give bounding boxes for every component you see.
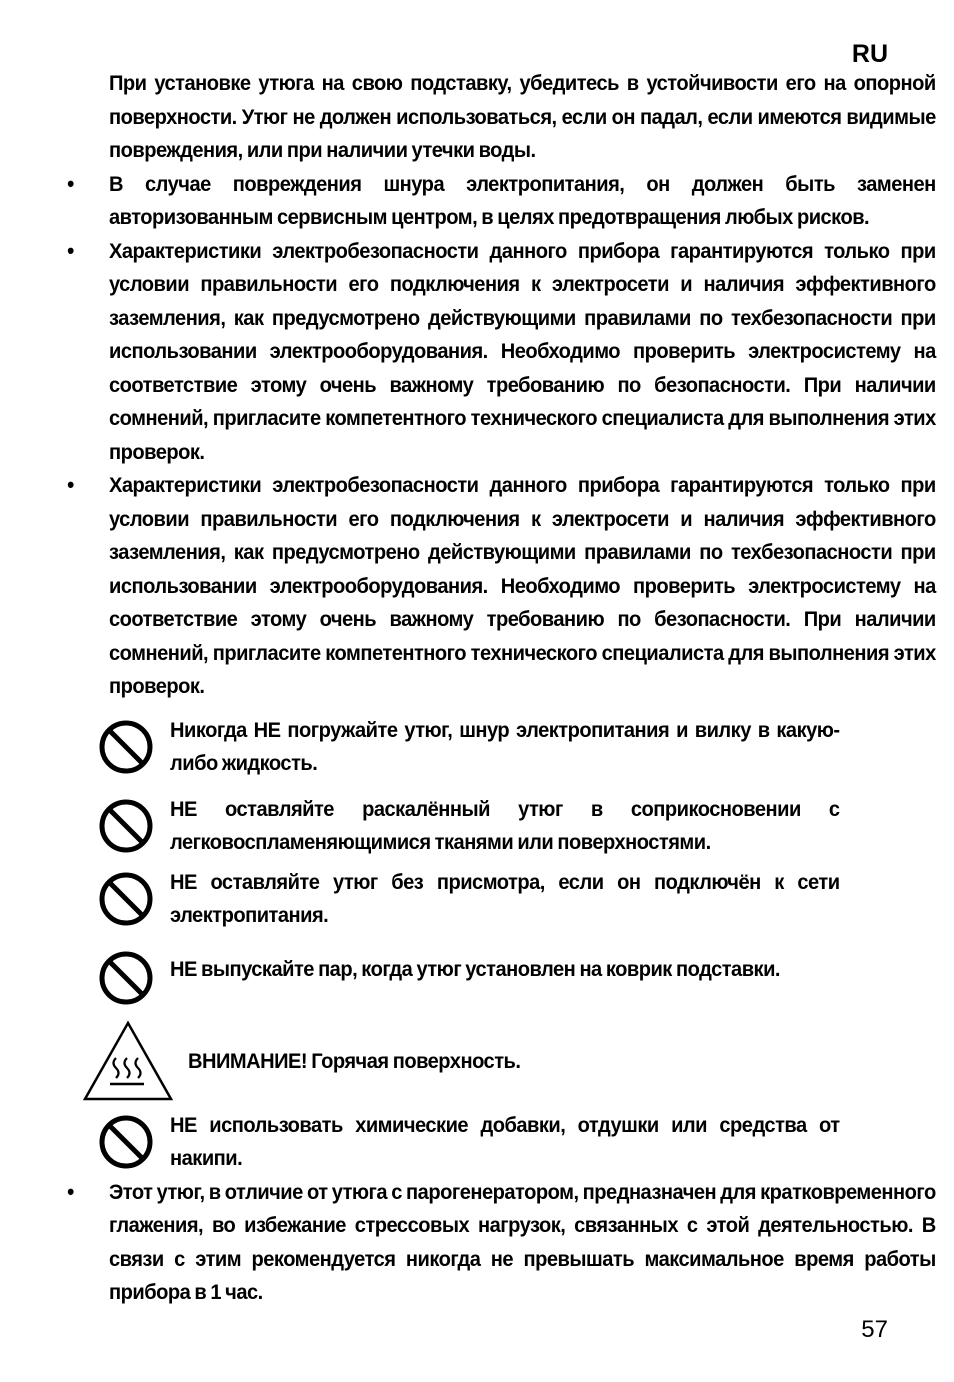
caution-item <box>82 1020 890 1102</box>
prohibition-icon <box>98 719 154 775</box>
bullet-text: Характеристики электробезопасности данного прибора гарантируются только при условии правильности его подключения к электросети и наличия эффективного заземления, как предусмотрено действующими правилами по техбезопасности при использовании электрооборудования. Необходимо проверить электросистему на соответствие этому очень важному требованию по безопасности. При наличии сомнений, пригласите компетентного технического специалиста для выполнения этих проверок. <box>109 237 936 464</box>
bullet-text: В случае повреждения шнура электропитания, он должен быть заменен авторизованным сервисным центром, в целях предотвращения любых рисков. <box>109 170 936 229</box>
bullet-marker: • <box>67 472 74 497</box>
prohibition-text: НЕ оставляйте раскалённый утюг в соприкосновении с легковоспламеняющимися тканями или поверхностями. <box>170 795 840 854</box>
page-content <box>64 66 936 1309</box>
prohibition-icon <box>98 871 154 927</box>
hot-surface-icon <box>82 1020 174 1102</box>
bullet-marker: • <box>67 170 74 196</box>
prohibition-item <box>98 713 890 780</box>
prohibition-icon <box>98 1114 154 1170</box>
prohibition-item <box>98 944 890 1006</box>
bullet-text: Этот утюг, в отличие от утюга с парогенератором, предназначен для кратковременного глажения, во избежание стрессовых нагрузок, связанных с этой деятельностью. В связи с этим рекомендуется никогда не превышать максимальное время работы прибора в 1 час. <box>109 1178 936 1304</box>
prohibition-item <box>98 865 890 932</box>
bullet-item <box>67 468 936 703</box>
bullet-item <box>67 167 936 234</box>
prohibition-item <box>98 792 890 859</box>
language-code: RU <box>851 40 888 68</box>
bullet-item <box>67 234 936 469</box>
caution-text: ВНИМАНИЕ! Горячая поверхность. <box>188 1047 521 1073</box>
bullet-item <box>67 1175 936 1309</box>
prohibition-icon <box>98 798 154 854</box>
prohibition-text: НЕ использовать химические добавки, отдушки или средства от накипи. <box>170 1111 840 1170</box>
prohibition-icon <box>98 950 154 1006</box>
prohibition-text: НЕ оставляйте утюг без присмотра, если он подключён к сети электропитания. <box>170 868 840 927</box>
intro-paragraph: При установке утюга на свою подставку, убедитесь в устойчивости его на опорной поверхности. Утюг не должен использоваться, если он падал, если имеются видимые повреждения, или при наличии утечки воды. <box>109 70 936 162</box>
bullet-text: Характеристики электробезопасности данного прибора гарантируются только при условии правильности его подключения к электросети и наличия эффективного заземления, как предусмотрено действующими правилами по техбезопасности при использовании электрооборудования. Необходимо проверить электросистему на соответствие этому очень важному требованию по безопасности. При наличии сомнений, пригласите компетентного технического специалиста для выполнения этих проверок. <box>109 472 936 698</box>
bullet-marker: • <box>67 1178 74 1204</box>
page-number: 57 <box>861 1316 888 1343</box>
prohibition-text: Никогда НЕ погружайте утюг, шнур электропитания и вилку в какую-либо жидкость. <box>170 716 840 775</box>
prohibition-item <box>98 1108 890 1175</box>
prohibition-text: НЕ выпускайте пар, когда утюг установлен на коврик подставки. <box>170 955 780 981</box>
bullet-marker: • <box>67 237 74 263</box>
